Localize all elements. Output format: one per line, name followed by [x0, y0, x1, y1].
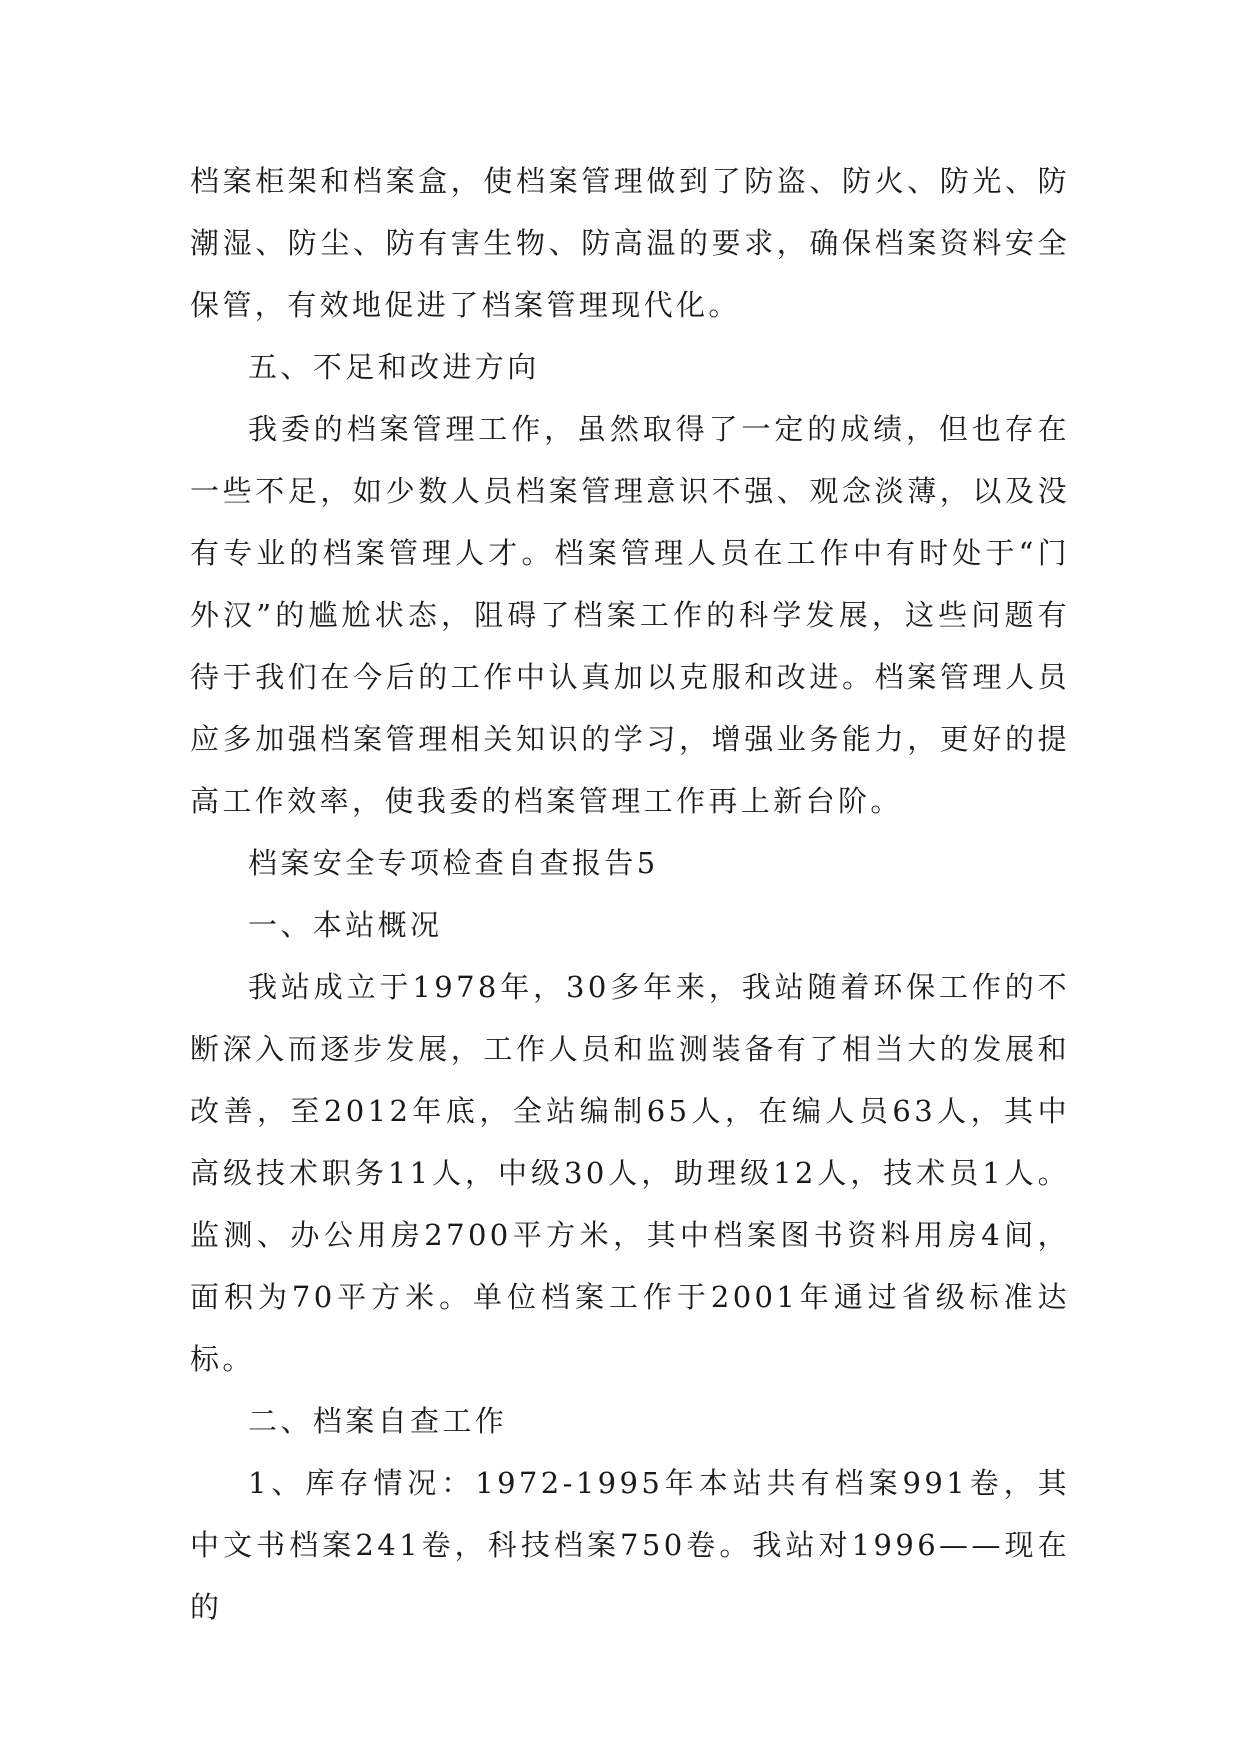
report-title-5: 档案安全专项检查自查报告5: [248, 846, 659, 880]
paragraph-shortcomings: 我委的档案管理工作，虽然取得了一定的成绩，但也存在一些不足，如少数人员档案管理意识不强、观念淡薄，以及没有专业的档案管理人才。档案管理人员在工作中有时处于“门外汉”的尴尬状态，阻碍了档案工作的科学发展，这些问题有待于我们在今后的工作中认真加以克服和改进。档案管理人员应多加强档案管理相关知识的学习，增强业务能力，更好的提高工作效率，使我委的档案管理工作再上新台阶。: [190, 412, 1070, 818]
section-heading-1: 一、本站概况: [248, 908, 443, 942]
document-body: [190, 150, 1070, 1638]
section-heading-5: 五、不足和改进方向: [248, 350, 540, 384]
paragraph-continuation: 档案柜架和档案盒，使档案管理做到了防盗、防火、防光、防潮湿、防尘、防有害生物、防高温的要求，确保档案资料安全保管，有效地促进了档案管理现代化。: [190, 164, 1070, 322]
section-heading-2: 二、档案自查工作: [248, 1404, 508, 1438]
paragraph-inventory: 1、库存情况：1972-1995年本站共有档案991卷，其中文书档案241卷，科技档案750卷。我站对1996——现在的: [190, 1466, 1070, 1624]
paragraph-station-overview: 我站成立于1978年，30多年来，我站随着环保工作的不断深入而逐步发展，工作人员和监测装备有了相当大的发展和改善，至2012年底，全站编制65人，在编人员63人，其中高级技术职务11人，中级30人，助理级12人，技术员1人。监测、办公用房2700平方米，其中档案图书资料用房4间，面积为70平方米。单位档案工作于2001年通过省级标准达标。: [190, 970, 1070, 1376]
